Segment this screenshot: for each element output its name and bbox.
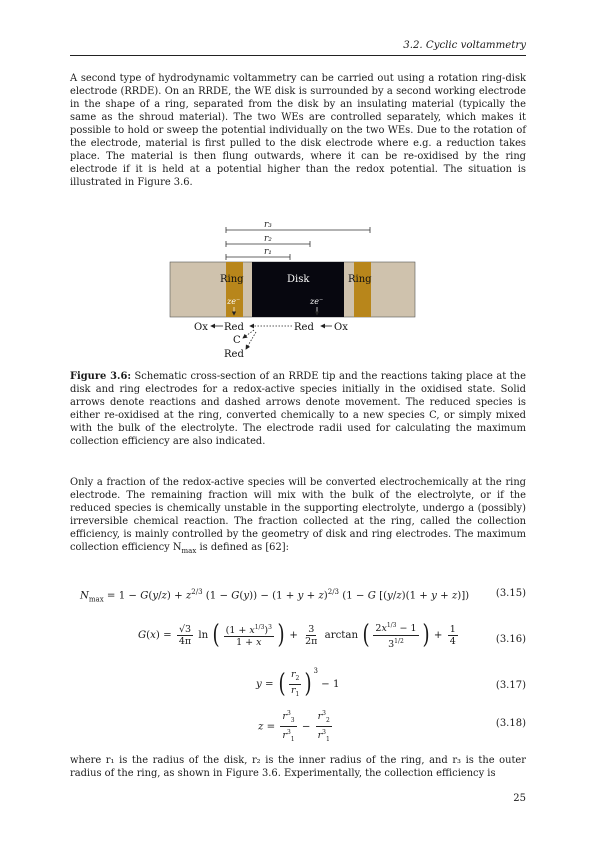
paragraph-rrde-intro: A second type of hydrodynamic voltammetry can be carried out using a rotation ring-disk electrode (RRDE). On an RRDE, the WE disk is surrounded by a second working electrode in the shape of a ring, separated from the disk by an insulating material (typically the same as the shroud material). The two WEs are controlled separately, which makes it possible to hold or sweep the potential individually on the two WEs. Due to the rotation of the electrode, material is first pulled to the disk electrode where e.g. a reduction takes place. The material is then flung outwards, where it can be re-oxidised by the ring electrode if it is held at a potential higher than the redox potential. The situation is illustrated in Figure 3.6.	[70, 73, 526, 188]
red-bottom-label: Red	[224, 349, 244, 360]
equation-3-16: G(x) = $\frac{√3}{4\pi}$ ln ( $\frac{(1 + x^{1/3})^3}{1 + x}$ ) + $\frac{3}{2\pi}$ arctan ( $\frac{2x^{1/3} - 1}{3^{1/2}}$ ) + $\frac{1}{4}$ (3.16)	[138, 620, 526, 650]
ox-right-label: Ox	[334, 322, 348, 333]
paragraph-radii-definition: where r₁ is the radius of the disk, r₂ is the inner radius of the ring, and r₃ is the outer radius of the ring, as shown in Figure 3.6. Experimentally, the collection efficiency is	[70, 755, 526, 779]
page-number: 25	[513, 793, 526, 804]
red-right-label: Red	[294, 322, 314, 333]
red-left-label: Red	[224, 322, 244, 333]
ring-right-label: Ring	[348, 274, 372, 285]
equation-number: (3.16)	[495, 634, 526, 645]
ring-right	[354, 262, 371, 317]
equation-3-17: y = ( $\frac{r_2}{r_1}$ ) $^3$ − 1 (3.17)	[256, 667, 526, 699]
equation-number: (3.15)	[495, 588, 526, 599]
ox-left-label: Ox	[194, 322, 208, 333]
running-head: 3.2. Cyclic voltammetry	[403, 40, 526, 51]
rrde-figure	[160, 215, 440, 360]
species-c-label: C	[233, 335, 241, 346]
equation-3-18: z = $\frac{r^3_3}{r^3_1}$ − $\frac{r^3_2}{r^3_1}$ (3.18)	[258, 710, 526, 744]
disk-label: Disk	[287, 274, 310, 285]
header-rule	[70, 55, 526, 56]
document-page: 3.2. Cyclic voltammetry A second type of hydrodynamic voltammetry can be carried out using a rotation ring-disk electrode (RRDE). On an RRDE, the WE disk is surrounded by a second working electrode in the shape of a ring, separated from the disk by an insulating material (typically the same as the shroud material). The two WEs are controlled separately, which makes it possible to hold or sweep the potential individually on the two WEs. Due to the rotation of the electrode, material is first pulled to the disk electrode where e.g. a reduction takes place. The material is then flung outwards, where it can be re-oxidised by the ring electrode if it is held at a potential higher than the redox potential. The situation is illustrated in Figure 3.6. r₃ r₂ r₁ Ring Disk Ring ze⁻ ze⁻ Ox Red Red Ox C Red Figure 3.6: Schematic cross-section of an RRDE tip and the reactions taking place at the disk and ring electrodes for a redox-active species initially in the oxidised state. Solid arrows denote reactions and dashed arrows denote movement. The reduced species is either re-oxidised at the ring, converted chemically to a new species C, or simply mixed with the bulk of the electrolyte. The electrode radii used for calculating the maximum collection efficiency are also indicated. Only a fraction of the redox-active species will be converted electrochemically at the ring electrode. The remaining fraction will mix with the bulk of the electrolyte, or if the reduced species is chemically unstable in the supporting electrolyte, undergo a (possibly) irreversible chemical reaction. The fraction collected at the ring, called the collection efficiency, is mainly controlled by the geometry of disk and ring electrodes. The maximum collection efficiency $N_{max}$ is defined as [62]: $N_{max} = 1 - G(y/z) + z^{2/3}$ $(1 - G(y)) - (1 + y + z)^{2/3}$ (1 − G [(y/z)(1 + y + z)]) (3.15) G(x) = $\frac{√3}{4\pi}$ ln ( $\frac{(1 + x^{1/3})^3}{1 + x}$ ) + $\frac{3}{2\pi}$ arctan ( $\frac{2x^{1/3} - 1}{3^{1/2}}$ ) + $\frac{1}{4}$ (3.16) y = ( $\frac{r_2}{r_1}$ ) $^3$ − 1 (3.17) z = $\frac{r^3_3}{r^3_1}$ − $\frac{r^3_2}{r^3_1}$ (3.18) where r₁ is the radius of the disk, r₂ is the inner radius of the ring, and r₃ is the outer radius of the ring, as shown in Figure 3.6. Experimentally, the collection efficiency is 25	[70, 40, 526, 804]
ring-electrons-label: ze⁻	[227, 297, 241, 306]
disk	[252, 262, 344, 317]
r1-label: r₁	[264, 247, 272, 257]
disk-electrons-label: ze⁻	[310, 297, 324, 306]
equation-number: (3.17)	[495, 680, 526, 691]
r3-label: r₃	[264, 220, 272, 230]
r2-label: r₂	[264, 234, 272, 244]
equation-number: (3.18)	[495, 718, 526, 729]
figure-caption-text: Schematic cross-section of an RRDE tip and the reactions taking place at the disk and ring electrodes for a redox-active species initially in the oxidised state. Solid arrows denote reactions and dashed arrows denote movement. The reduced species is either re-oxidised at the ring, converted chemically to a new species C, or simply mixed with the bulk of the electrolyte. The electrode radii used for calculating the maximum collection efficiency are also indicated.	[70, 371, 526, 447]
figure-caption	[70, 370, 526, 448]
paragraph-collection-efficiency: Only a fraction of the redox-active species will be converted electrochemically at the ring electrode. The remaining fraction will mix with the bulk of the electrolyte, or if the reduced species is chemically unstable in the supporting electrolyte, undergo a (possibly) irreversible chemical reaction. The fraction collected at the ring, called the collection efficiency, is mainly controlled by the geometry of disk and ring electrodes. The maximum collection efficiency $N_{max}$ is defined as [62]:	[70, 477, 526, 555]
ring-left	[226, 262, 243, 317]
ring-left-label: Ring	[220, 274, 244, 285]
radius-markers	[226, 227, 370, 260]
figure-caption-label: Figure 3.6:	[70, 371, 131, 382]
